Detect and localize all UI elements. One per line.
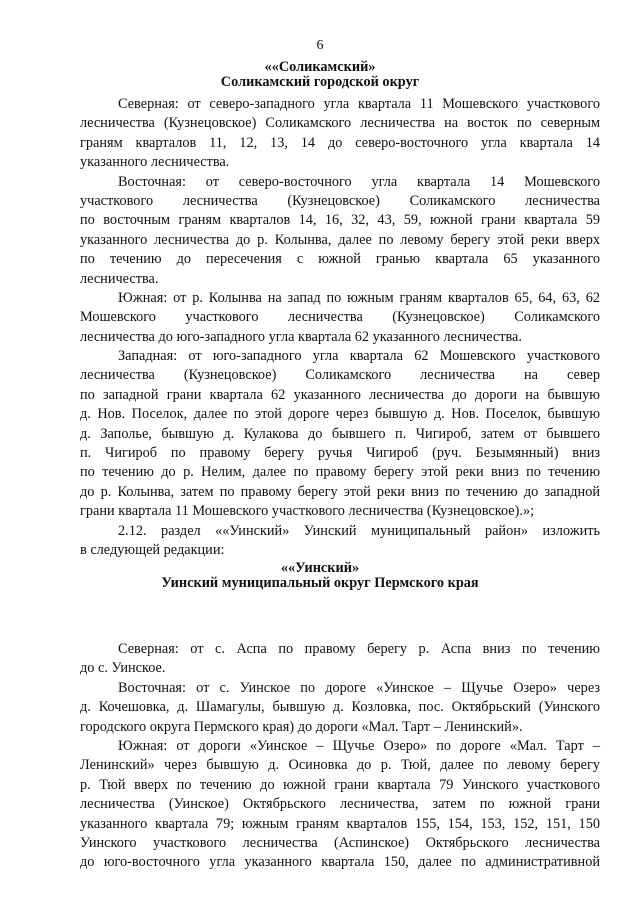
text-line: указанного лесничества. bbox=[80, 154, 230, 171]
text-line: грани квартала 11 Мошевского участкового лесничества (Кузнецовское).»; bbox=[80, 503, 535, 520]
section-body-uinsky bbox=[80, 640, 600, 873]
text-line: по западной грани квартала 62 указанного лесничества до дороги на бывшую bbox=[80, 386, 600, 403]
text-line: по течению до пересечения с южной гранью квартала 65 указанного bbox=[80, 251, 600, 268]
text-line: Северная: от северо-западного угла квартала 11 Мошевского участкового bbox=[118, 96, 600, 112]
text-line: д. Заполье, бывшую д. Кулакова до бывшего п. Чигироб, затем от бывшего bbox=[80, 425, 600, 442]
text-line: до с. Уинское. bbox=[80, 660, 166, 677]
text-line: Ленинский» через бывшую д. Осиновка до р. Тюй, далее по левому берегу bbox=[80, 757, 600, 774]
text-line: лесничества (Уинское) Октябрьского лесничества, затем по южной грани bbox=[80, 796, 600, 813]
text-line: до р. Колынва, затем по правому берегу этой реки вниз по течению до западной bbox=[80, 483, 600, 500]
text-line: п. Чигироб по правому берегу ручья Чигироб (руч. Безымянный) вниз bbox=[80, 445, 600, 462]
text-line: граням кварталов 11, 12, 13, 14 до северо-восточного угла квартала 14 bbox=[80, 134, 600, 151]
text-line: Южная: от дороги «Уинское – Щучье Озеро» по дороге «Мал. Тарт – bbox=[118, 737, 600, 754]
text-line: в следующей редакции: bbox=[80, 541, 225, 558]
text-line: Южная: от р. Колынва на запад по южным граням кварталов 65, 64, 63, 62 bbox=[118, 289, 600, 306]
section-heading-solikamsky: ««Соликамский» bbox=[264, 59, 376, 75]
text-line: указанного лесничества до р. Колынва, далее по левому берегу этой реки вверх bbox=[80, 231, 600, 248]
text-line: Уинского участкового лесничества (Аспинское) Октябрьского лесничества bbox=[80, 834, 600, 851]
text-line: 2.12. раздел ««Уинский» Уинский муниципальный район» изложить bbox=[118, 522, 600, 539]
text-line: по течению до р. Нелим, далее по правому берегу этой реки вниз по течению bbox=[80, 464, 600, 481]
text-line: городского округа Пермского края) до дороги «Мал. Тарт – Ленинский». bbox=[80, 718, 523, 735]
text-line: Восточная: от с. Уинское по дороге «Уинское – Щучье Озеро» через bbox=[118, 679, 600, 696]
text-line: лесничества (Кузнецовское) Соликамского лесничества на восток по северным bbox=[80, 115, 600, 132]
text-line: д. Кочешовка, д. Шамагулы, бывшую д. Козловка, пос. Октябрьский (Уинского bbox=[80, 699, 600, 716]
text-line: лесничества до юго-западного угла квартала 62 указанного лесничества. bbox=[80, 328, 522, 345]
section-heading-uinsky: ««Уинский» bbox=[280, 560, 360, 576]
text-line: лесничества. bbox=[80, 270, 159, 287]
text-line: участкового лесничества (Кузнецовское) Соликамского лесничества bbox=[80, 192, 600, 209]
text-line: лесничества (Кузнецовское) Соликамского лесничества на север bbox=[80, 367, 600, 384]
section-body-solikamsky bbox=[80, 95, 600, 560]
text-line: Восточная: от северо-восточного угла квартала 14 Мошевского bbox=[118, 173, 600, 190]
text-line: Мошевского участкового лесничества (Кузнецовское) Соликамского bbox=[80, 309, 600, 326]
text-line: Северная: от с. Аспа по правому берегу р. Аспа вниз по течению bbox=[118, 641, 600, 657]
section-subheading-solikamsky: Соликамский городской округ bbox=[220, 74, 420, 90]
page-number: 6 bbox=[316, 38, 324, 53]
text-line: указанного квартала 79; южным граням кварталов 155, 154, 153, 152, 151, 150 bbox=[80, 815, 600, 832]
text-line: до юго-восточного угла указанного квартала 150, далее по административной bbox=[80, 854, 600, 871]
text-line: по восточным граням кварталов 14, 16, 32, 43, 59, южной грани квартала 59 bbox=[80, 212, 600, 229]
text-line: Западная: от юго-западного угла квартала 62 Мошевского участкового bbox=[118, 348, 600, 365]
text-line: д. Нов. Поселок, далее по этой дороге через бывшую д. Нов. Поселок, бывшую bbox=[80, 406, 600, 423]
text-line: р. Тюй вверх по течению до южной грани квартала 79 Уинского участкового bbox=[80, 776, 600, 793]
section-subheading-uinsky: Уинский муниципальный округ Пермского края bbox=[161, 575, 479, 591]
